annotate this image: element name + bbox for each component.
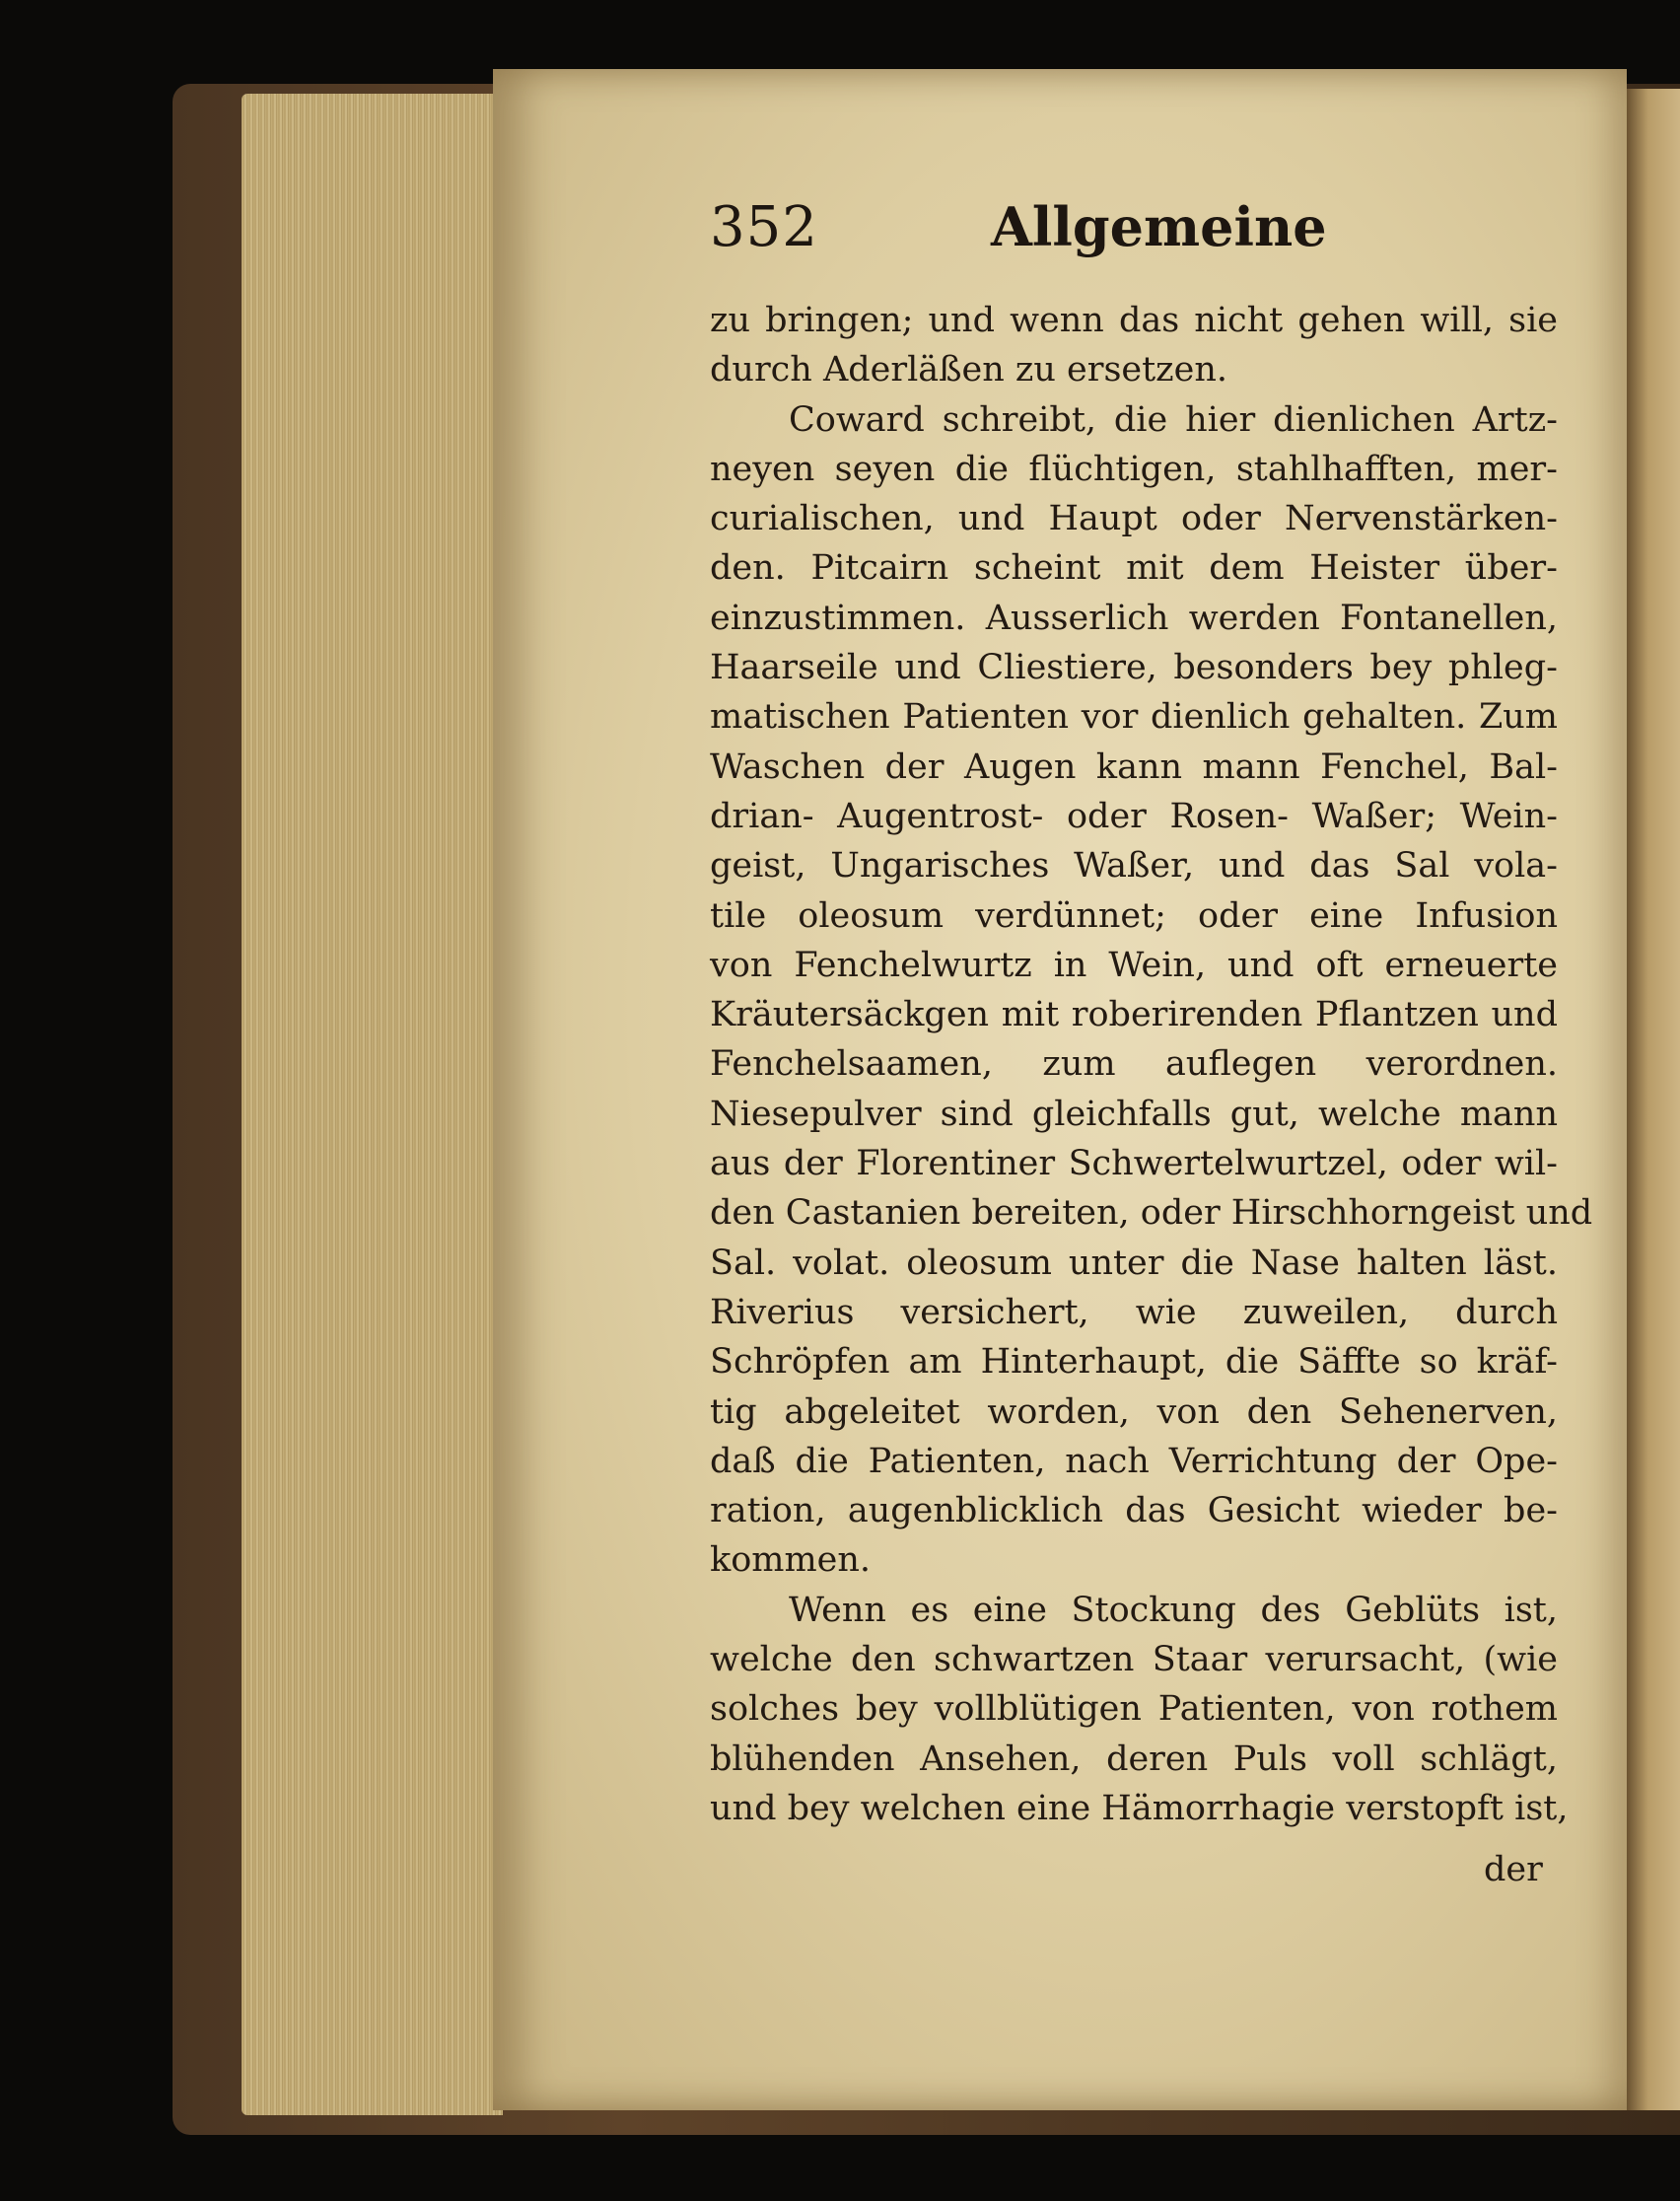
text-line: neyen seyen die flüchtigen, stahlhafften, mer- xyxy=(710,449,1558,489)
text-line: matischen Patienten vor dienlich gehalten. Zum xyxy=(710,697,1558,738)
text-line: einzustimmen. Ausserlich werden Fontanellen, xyxy=(710,598,1558,638)
text-line: tig abgeleitet worden, von den Sehenerven, xyxy=(710,1391,1558,1432)
text-line: welche den schwartzen Staar verursacht, (wie xyxy=(710,1640,1558,1680)
text-line: tile oleosum verdünnet; oder eine Infusion xyxy=(710,895,1558,936)
text-line: den Castanien bereiten, oder Hirschhorngeist und xyxy=(710,1193,1593,1234)
page-edges xyxy=(242,94,503,2115)
running-head: Allgemeine xyxy=(991,195,1327,258)
text-line: daß die Patienten, nach Verrichtung der Ope- xyxy=(710,1441,1558,1481)
body-text xyxy=(710,296,1593,1833)
text-line: drian- Augentrost- oder Rosen- Waßer; Wein- xyxy=(710,796,1558,836)
text-line: Niesepulver sind gleichfalls gut, welche mann xyxy=(710,1094,1558,1134)
text-line: Fenchelsaamen, zum auflegen verordnen. xyxy=(710,1044,1558,1085)
text-line: durch Aderläßen zu ersetzen. xyxy=(710,350,1227,390)
text-line: Waschen der Augen kann mann Fenchel, Bal- xyxy=(710,746,1558,787)
page-header xyxy=(710,195,1577,264)
facing-page-edge xyxy=(1627,89,1680,2110)
text-line: und bey welchen eine Hämorrhagie verstopft ist, xyxy=(710,1788,1569,1828)
text-line: Wenn es eine Stockung des Geblüts ist, xyxy=(789,1590,1558,1630)
text-line: geist, Ungarisches Waßer, und das Sal vola- xyxy=(710,846,1558,887)
catchword: der xyxy=(1484,1850,1543,1889)
text-line: blühenden Ansehen, deren Puls voll schlägt, xyxy=(710,1739,1558,1779)
text-line: von Fenchelwurtz in Wein, und oft erneuerte xyxy=(710,945,1558,985)
text-line: kommen. xyxy=(710,1540,872,1581)
text-line: aus der Florentiner Schwertelwurtzel, oder wil- xyxy=(710,1144,1558,1184)
text-line: Haarseile und Cliestiere, besonders bey phleg- xyxy=(710,648,1558,688)
text-line: ration, augenblicklich das Gesicht wieder be- xyxy=(710,1491,1558,1531)
text-line: zu bringen; und wenn das nicht gehen will, sie xyxy=(710,301,1558,340)
text-line: Schröpfen am Hinterhaupt, die Säffte so kräf- xyxy=(710,1342,1558,1383)
text-line: den. Pitcairn scheint mit dem Heister über- xyxy=(710,548,1558,589)
text-line: Sal. volat. oleosum unter die Nase halten läst. xyxy=(710,1242,1558,1283)
text-line: Riverius versichert, wie zuweilen, durch xyxy=(710,1292,1558,1332)
text-line: solches bey vollblütigen Patienten, von rothem xyxy=(710,1689,1558,1730)
page-number: 352 xyxy=(710,195,818,259)
text-line: Kräutersäckgen mit roberirenden Pflantzen und xyxy=(710,995,1558,1035)
text-line: Coward schreibt, die hier dienlichen Artz- xyxy=(789,399,1558,440)
text-line: curialischen, und Haupt oder Nervenstärken- xyxy=(710,499,1558,539)
